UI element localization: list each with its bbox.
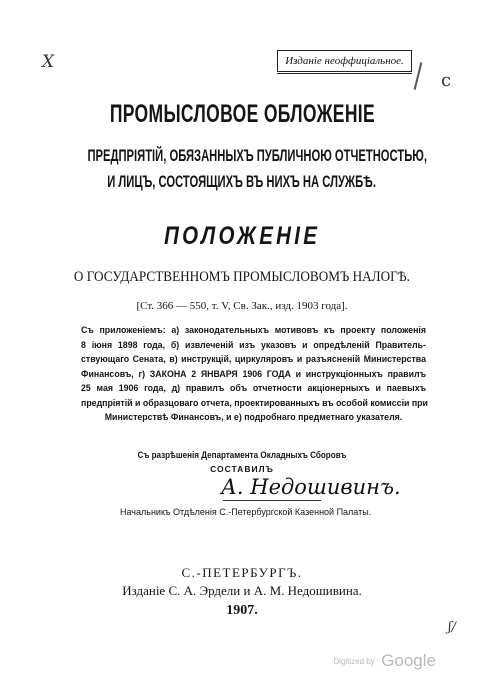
author-signature: А. Недошивинъ. <box>221 475 401 499</box>
subtitle-line-2 <box>0 172 484 192</box>
appendix-line: предпріятій и образцоваго отчета, проектированныхъ въ особой комиссіи при <box>81 397 428 408</box>
publication-city-text: С.-ПЕТЕРБУРГЪ. <box>181 565 303 580</box>
subtitle-line-2-text: И ЛИЦЪ, СОСТОЯЩИХЪ ВЪ НИХЪ НА СЛУЖБѢ. <box>107 172 377 191</box>
edition-underline <box>277 73 412 74</box>
publication-year-text: 1907. <box>226 603 258 618</box>
appendix-line: Министерствѣ Финансовъ, и е) подробнаго предметнаго указателя. <box>104 412 403 422</box>
legal-reference-text: [Ст. 366 — 550, т. V, Св. Зак., изд. 1903 года]. <box>136 300 348 312</box>
appendix-description <box>81 323 426 425</box>
handwritten-corner-mark: ʃ/ <box>448 620 456 635</box>
permission-text: Съ разрѣшенія Департамента Окладныхъ Сборовъ <box>137 450 347 460</box>
legal-reference <box>0 296 484 314</box>
handwritten-mark-c: c <box>441 70 452 91</box>
regulation-subtitle <box>0 268 484 286</box>
compiled-by-text: СОСТАВИЛЪ <box>210 464 274 474</box>
regulation-title-text: ПОЛОЖЕНІЕ <box>163 222 321 250</box>
author-position: Начальникъ Отдѣленія С.-Петербургской Казенной Палаты. <box>120 507 372 517</box>
main-title-text: ПРОМЫСЛОВОЕ ОБЛОЖЕНІЕ <box>109 100 375 128</box>
appendix-line: Съ приложеніемъ: а) законодательныхъ мотивовъ къ проекту положенія <box>81 325 426 335</box>
signature-underline <box>223 500 321 501</box>
publication-city <box>0 564 484 582</box>
google-watermark <box>333 651 436 671</box>
subtitle-line-1-text: ПРЕДПРІЯТІЙ, ОБЯЗАННЫХЪ ПУБЛИЧНОЮ ОТЧЕТНОСТЬЮ, <box>87 146 427 165</box>
appendix-line: ствующаго Сената, в) инструкцій, циркуляровъ и разъясненій Министерства <box>81 354 426 364</box>
subtitle-line-1 <box>0 146 484 166</box>
appendix-line: Финансовъ, г) ЗАКОНА 2 ЯНВАРЯ 1906 ГОДА и инструкціонныхъ правилъ <box>81 368 426 379</box>
publisher-text: Изданіе С. А. Эрдели и А. М. Недошивина. <box>122 583 362 598</box>
publication-year <box>0 601 484 619</box>
regulation-title <box>0 222 484 251</box>
watermark-brand: Google <box>381 651 436 670</box>
appendix-line: 25 мая 1906 года, д) правилъ объ отчетности акціонерныхъ и паевыхъ <box>81 383 426 393</box>
main-title <box>0 100 484 129</box>
edition-note: Изданіе неоффиціальное. <box>277 50 412 72</box>
regulation-subtitle-text: О ГОСУДАРСТВЕННОМЪ ПРОМЫСЛОВОМЪ НАЛОГѢ. <box>73 269 410 285</box>
watermark-prefix: Digitized by <box>333 656 375 666</box>
handwritten-mark-x: X <box>42 52 55 72</box>
handwritten-slash <box>414 62 423 90</box>
appendix-line: 8 іюня 1898 года, б) извлеченій изъ указовъ и опредѣленій Правитель- <box>81 339 426 350</box>
publisher-line <box>0 582 484 600</box>
